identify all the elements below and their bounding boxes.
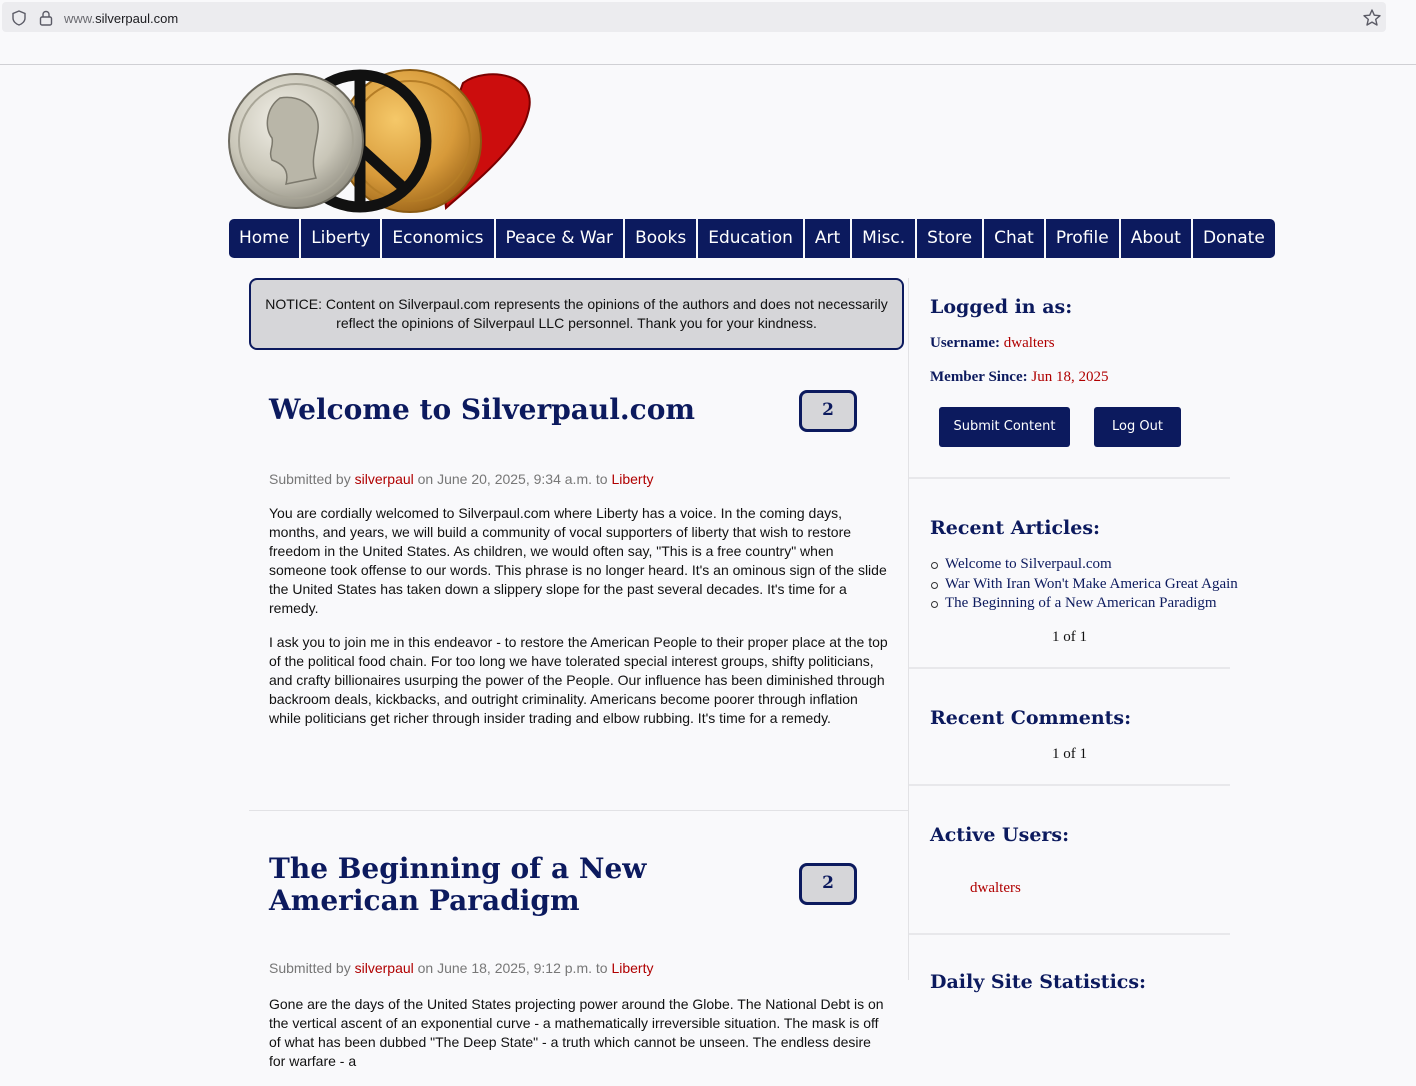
nav-books[interactable]: Books [625, 219, 696, 258]
nav-art[interactable]: Art [805, 219, 850, 258]
url-prefix: www. [64, 11, 96, 26]
article-meta [269, 471, 653, 487]
sidebar-divider [909, 667, 1230, 669]
notice-banner: NOTICE: Content on Silverpaul.com represents the opinions of the authors and does not necessarily reflect the opinions of Silverpaul LLC personnel. Thank you for your kindness. [249, 278, 904, 350]
logged-in-heading: Logged in as: [930, 296, 1073, 318]
logout-button[interactable]: Log Out [1094, 407, 1181, 447]
nav-liberty[interactable]: Liberty [301, 219, 380, 258]
nav-home[interactable]: Home [229, 219, 299, 258]
meta-prefix: Submitted by [269, 471, 355, 487]
article-divider [249, 810, 908, 811]
sidebar [908, 278, 1238, 993]
article-body [269, 504, 891, 743]
recent-articles-list [930, 555, 1238, 614]
nav-peace-war[interactable]: Peace & War [496, 219, 624, 258]
recent-comments-pager: 1 of 1 [1052, 746, 1087, 762]
active-users-heading: Active Users: [930, 824, 1070, 846]
author-link[interactable]: silverpaul [354, 471, 414, 487]
nav-chat[interactable]: Chat [984, 219, 1044, 258]
username-row [930, 335, 1055, 352]
category-link[interactable]: Liberty [611, 471, 654, 487]
page [0, 65, 1416, 1069]
username-value: dwalters [1003, 335, 1055, 351]
shield-icon[interactable] [12, 10, 26, 26]
article-title[interactable]: Welcome to Silverpaul.com [269, 393, 696, 426]
member-since-row [930, 369, 1108, 386]
article-paragraph: I ask you to join me in this endeavor - to restore the American People to their proper place at the top of the political food chain. For too long we have tolerated special interest groups, shifty politicians, and crafty billionaires usurping the power of the People. Our influence has been diminished through backroom deals, kickbacks, and outright criminality. Americans become poorer through inflation while politicians get richer through insider trading and elbow rubbing. It's time for a remedy. [269, 634, 888, 726]
article-paragraph: You are cordially welcomed to Silverpaul.com where Liberty has a voice. In the coming days, months, and years, we will build a community of vocal supporters of liberty that wish to restore freedom in the United States. As children, we would often say, "This is a free country" when someone took offense to our words. This phrase is no longer heard. It's an ominous sign of the slide the United States has taken down a slippery slope for the past several decades. It's time for a remedy. [269, 505, 887, 616]
article-paragraph: Gone are the days of the United States projecting power around the Globe. The National Debt is on the vertical ascent of an exponential curve - a mathematically irreversible situation. The mask is off of what has been dubbed "The Deep State" - a truth which cannot be unseen. The endless desire for warfare - a [269, 996, 884, 1069]
recent-articles-heading: Recent Articles: [930, 517, 1101, 539]
recent-article-link[interactable]: The Beginning of a New American Paradigm [930, 594, 1200, 614]
url-domain: silverpaul.com [95, 11, 179, 26]
nav-about[interactable]: About [1121, 219, 1191, 258]
nav-profile[interactable]: Profile [1046, 219, 1119, 258]
nav-store[interactable]: Store [917, 219, 982, 258]
meta-date: on June 18, 2025, 9:12 p.m. to [413, 960, 612, 976]
submit-content-button[interactable]: Submit Content [939, 407, 1070, 447]
recent-article-link[interactable]: War With Iran Won't Make America Great Again [930, 575, 1200, 595]
lock-icon[interactable] [39, 10, 53, 26]
meta-date: on June 20, 2025, 9:34 a.m. to [413, 471, 612, 487]
nav-education[interactable]: Education [698, 219, 803, 258]
article-title[interactable]: The Beginning of a New American Paradigm [269, 852, 647, 917]
recent-articles-pager: 1 of 1 [1052, 629, 1087, 645]
bookmark-star-icon[interactable] [1362, 8, 1382, 28]
daily-stats-heading: Daily Site Statistics: [930, 971, 1147, 993]
nav-misc[interactable]: Misc. [852, 219, 915, 258]
article-body [269, 995, 891, 1086]
address-bar[interactable] [2, 2, 1386, 32]
recent-article-link[interactable]: Welcome to Silverpaul.com [930, 555, 1200, 575]
main-nav [229, 219, 1275, 258]
sidebar-divider [909, 784, 1230, 786]
meta-prefix: Submitted by [269, 960, 355, 976]
sidebar-divider [909, 477, 1230, 479]
username-label: Username: [930, 335, 1000, 351]
site-logo[interactable] [228, 68, 534, 216]
nav-donate[interactable]: Donate [1193, 219, 1275, 258]
article-meta [269, 960, 653, 976]
url-text[interactable] [64, 11, 178, 26]
category-link[interactable]: Liberty [611, 960, 654, 976]
browser-toolbar [0, 0, 1416, 65]
nav-economics[interactable]: Economics [382, 219, 493, 258]
vote-count[interactable]: 2 [799, 863, 857, 905]
recent-comments-heading: Recent Comments: [930, 707, 1132, 729]
vote-count[interactable]: 2 [799, 390, 857, 432]
active-user-link[interactable]: dwalters [970, 880, 1021, 896]
sidebar-divider [909, 933, 1230, 935]
member-since-label: Member Since: [930, 369, 1028, 385]
author-link[interactable]: silverpaul [354, 960, 414, 976]
member-since-value: Jun 18, 2025 [1031, 369, 1109, 385]
